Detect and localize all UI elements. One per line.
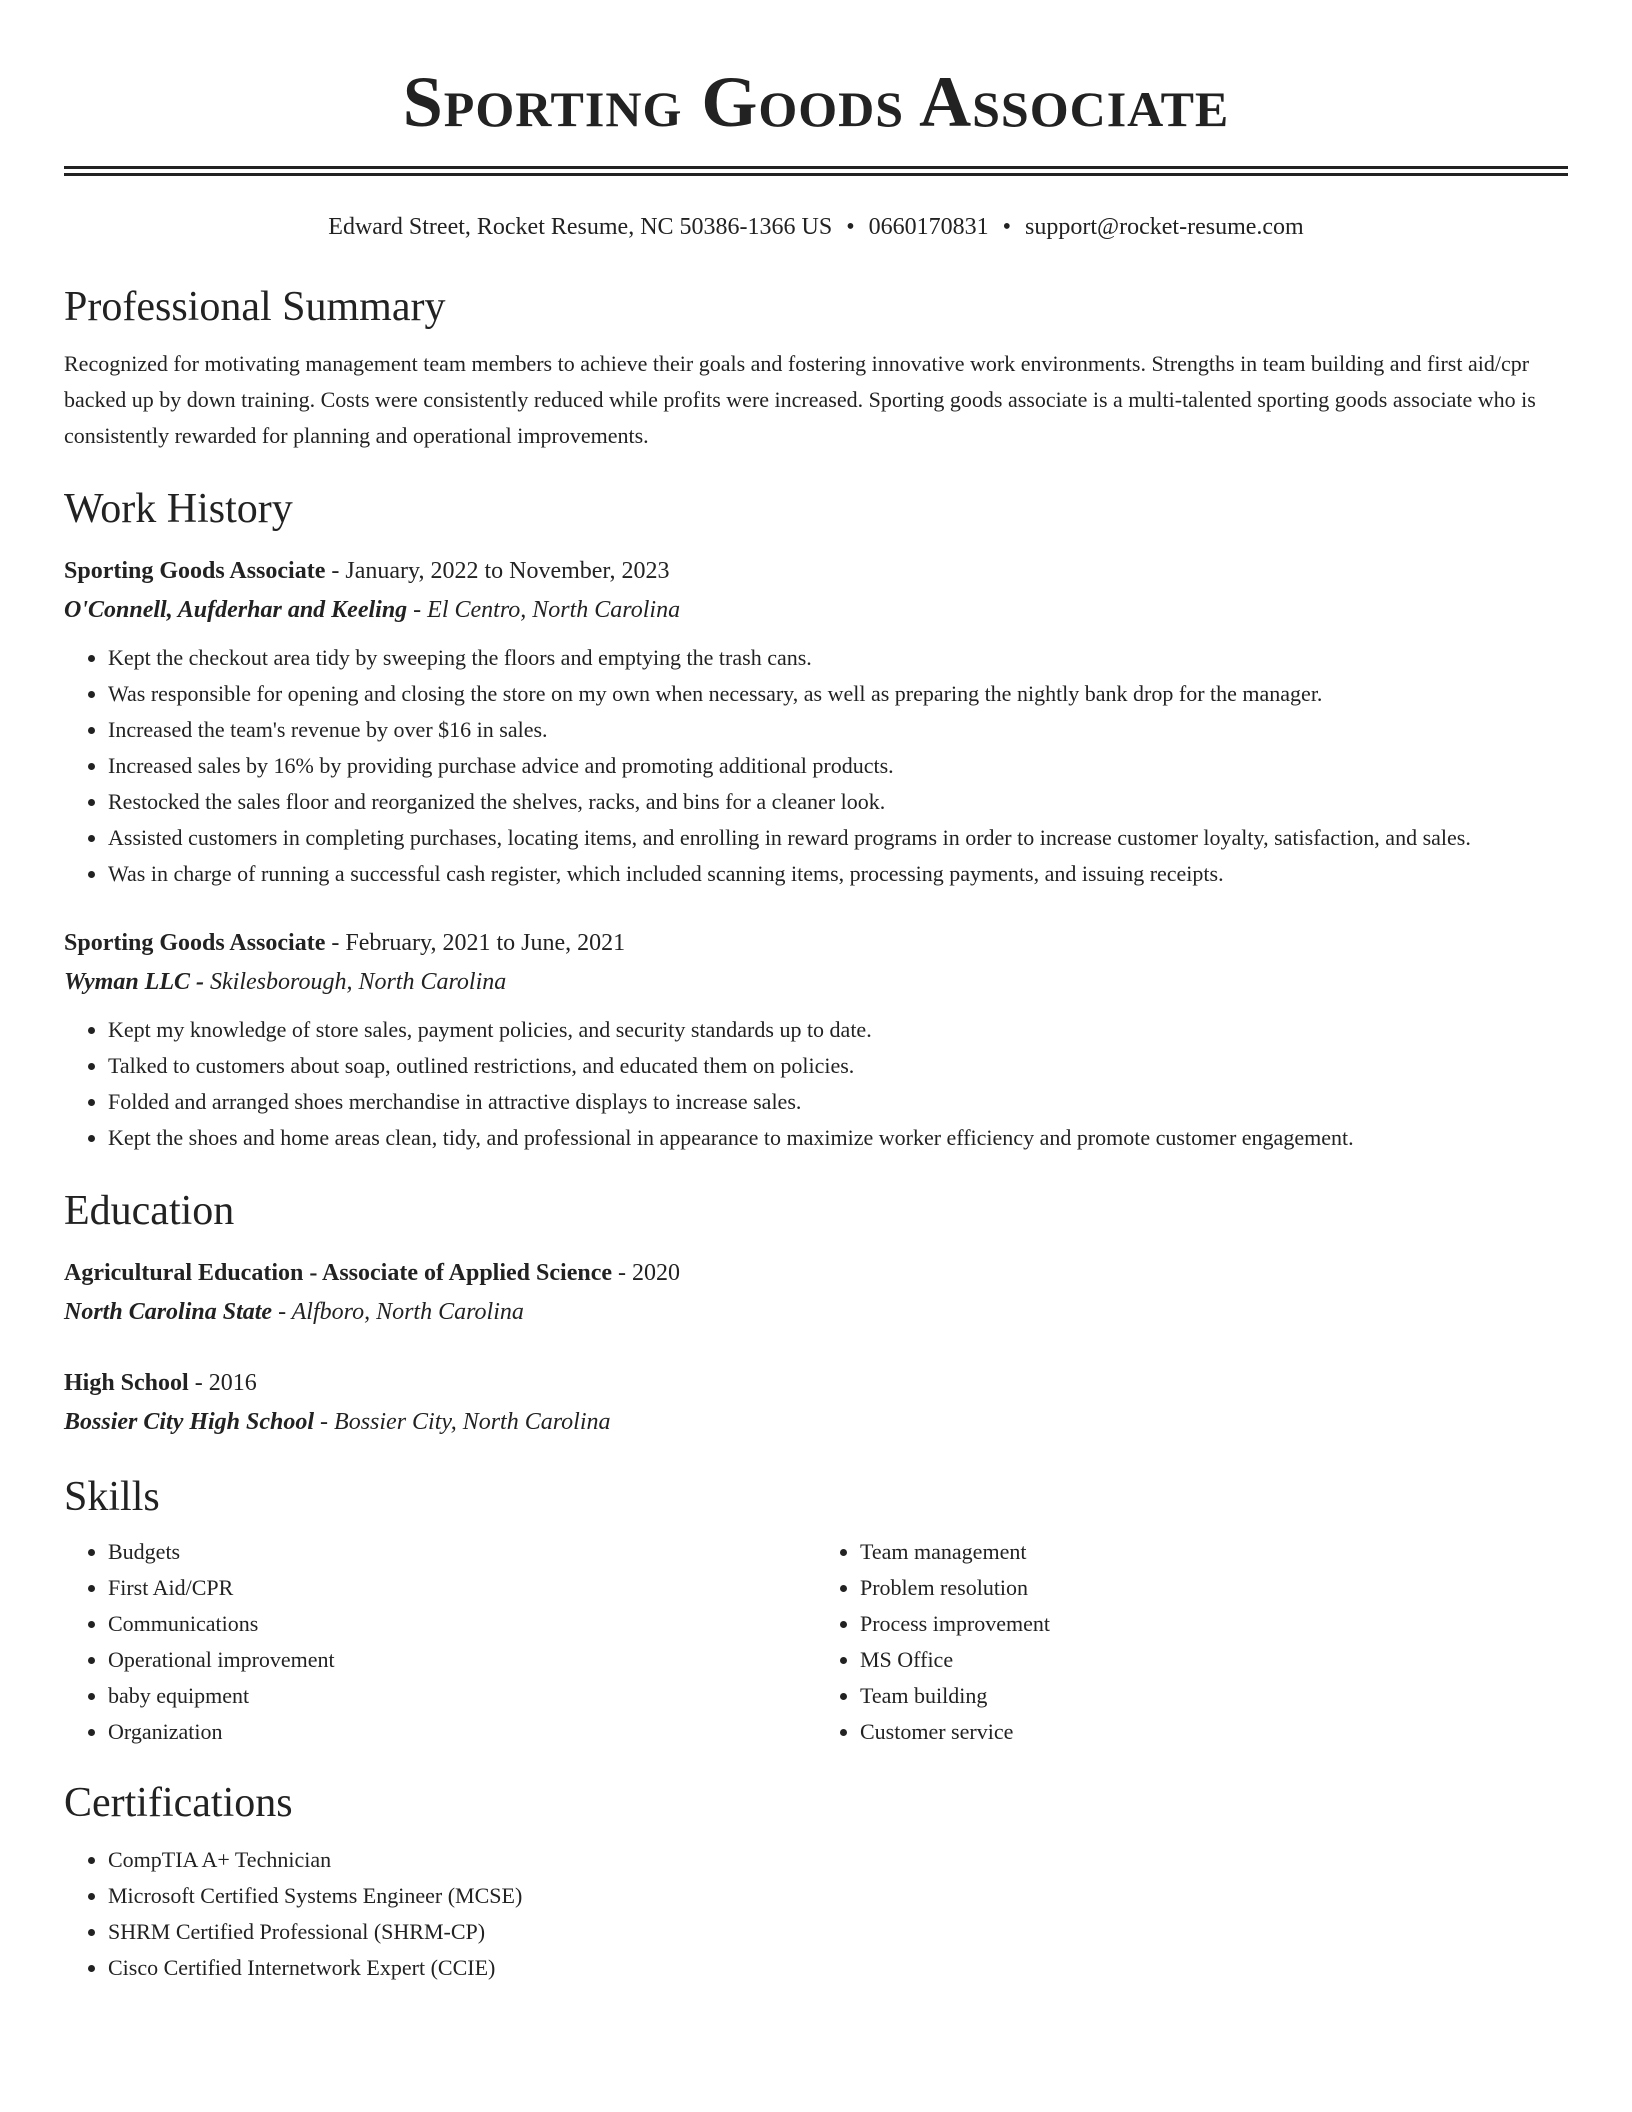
job-title: Sporting Goods Associate [64, 930, 326, 956]
summary-text: Recognized for motivating management team members to achieve their goals and fostering innovative work environments. Strengths in team building and first aid/cpr backed up by down training. Costs were consistently reduced while profits were increased. Sporting goods associate is a multi-talented sporting goods associate who is consistently rewarded for planning and operational improvements. [64, 351, 1536, 448]
education-section [64, 1186, 1568, 1442]
education-year: - 2016 [188, 1370, 257, 1396]
job-bullet: • Was in charge of running a successful cash register, which included scanning items, processing payments, and issuing receipts. [108, 856, 1568, 892]
education-entry [64, 1254, 1568, 1332]
skill-item: • Communications [108, 1606, 816, 1642]
job-bullets [64, 1012, 1568, 1156]
job-location: Skilesborough, North Carolina [204, 969, 507, 995]
job-company: O'Connell, Aufderhar and Keeling [64, 597, 408, 623]
education-school: North Carolina State [64, 1299, 273, 1325]
skill-item: • Team management [860, 1534, 1568, 1570]
resume-page [64, 0, 1568, 1986]
certifications-heading: Certifications [64, 1780, 293, 1826]
education-location: - Bossier City, North Carolina [314, 1409, 611, 1435]
skills-column-right [816, 1534, 1568, 1750]
skill-item: • Process improvement [860, 1606, 1568, 1642]
skill-item: • Budgets [108, 1534, 816, 1570]
job-role-line [64, 924, 1568, 962]
education-school-line [64, 1292, 1568, 1332]
contact-email: support@rocket-resume.com [1025, 214, 1304, 240]
work-history-section [64, 484, 1568, 1156]
skill-item: • Problem resolution [860, 1570, 1568, 1606]
education-heading: Education [64, 1188, 235, 1234]
job-dates: - February, 2021 to June, 2021 [325, 930, 626, 956]
job-bullets [64, 640, 1568, 892]
job-bullet: • Folded and arranged shoes merchandise in attractive displays to increase sales. [108, 1084, 1568, 1120]
title-divider [64, 166, 1568, 176]
education-location: - Alfboro, North Carolina [272, 1299, 524, 1325]
job-bullet: • Kept my knowledge of store sales, payment policies, and security standards up to date. [108, 1012, 1568, 1048]
contact-separator: • [1002, 214, 1012, 240]
job-bullet: • Kept the checkout area tidy by sweeping the floors and emptying the trash cans. [108, 640, 1568, 676]
skill-item: • Team building [860, 1678, 1568, 1714]
job-dates: - January, 2022 to November, 2023 [325, 558, 670, 584]
job-bullet: • Kept the shoes and home areas clean, tidy, and professional in appearance to maximize worker efficiency and promote customer engagement. [108, 1120, 1568, 1156]
contact-phone: 0660170831 [868, 214, 989, 240]
certification-item: • SHRM Certified Professional (SHRM-CP) [108, 1914, 1568, 1950]
certification-item: • Cisco Certified Internetwork Expert (CCIE) [108, 1950, 1568, 1986]
job-bullet: • Increased sales by 16% by providing purchase advice and promoting additional products. [108, 748, 1568, 784]
job-entry [64, 924, 1568, 1156]
contact-line [64, 212, 1568, 242]
job-entry [64, 552, 1568, 892]
skill-item: • First Aid/CPR [108, 1570, 816, 1606]
education-year: - 2020 [612, 1260, 680, 1286]
skill-item: • baby equipment [108, 1678, 816, 1714]
education-school: Bossier City High School [64, 1409, 315, 1435]
resume-title: Sporting Goods Associate [402, 62, 1230, 142]
skills-section [64, 1472, 1568, 1750]
education-degree: Agricultural Education - Associate of Applied Science [64, 1260, 612, 1286]
skill-item: • Operational improvement [108, 1642, 816, 1678]
certification-item: • Microsoft Certified Systems Engineer (MCSE) [108, 1878, 1568, 1914]
job-bullet: • Assisted customers in completing purchases, locating items, and enrolling in reward programs in order to increase customer loyalty, satisfaction, and sales. [108, 820, 1568, 856]
job-title: Sporting Goods Associate [64, 558, 326, 584]
job-company: Wyman LLC - [64, 969, 205, 995]
contact-address: Edward Street, Rocket Resume, NC 50386-1366 US [328, 214, 833, 240]
education-entry [64, 1364, 1568, 1442]
education-degree-line [64, 1254, 1568, 1292]
skill-item: • MS Office [860, 1642, 1568, 1678]
job-company-line [64, 590, 1568, 630]
summary-heading: Professional Summary [64, 284, 446, 330]
skill-item: • Organization [108, 1714, 816, 1750]
job-bullet: • Increased the team's revenue by over $16 in sales. [108, 712, 1568, 748]
job-role-line [64, 552, 1568, 590]
job-bullet: • Talked to customers about soap, outlined restrictions, and educated them on policies. [108, 1048, 1568, 1084]
education-degree: High School [64, 1370, 189, 1396]
work-history-heading: Work History [64, 486, 293, 532]
education-school-line [64, 1402, 1568, 1442]
job-bullet: • Was responsible for opening and closing the store on my own when necessary, as well as preparing the nightly bank drop for the manager. [108, 676, 1568, 712]
skills-column-left [64, 1534, 816, 1750]
education-degree-line [64, 1364, 1568, 1402]
skills-heading: Skills [64, 1474, 160, 1520]
certifications-section [64, 1778, 1568, 1986]
contact-separator: • [846, 214, 855, 240]
skills-grid [64, 1534, 1568, 1750]
certifications-list [64, 1842, 1568, 1986]
job-company-line [64, 962, 1568, 1002]
job-location: - El Centro, North Carolina [407, 597, 681, 623]
job-bullet: • Restocked the sales floor and reorganized the shelves, racks, and bins for a cleaner look. [108, 784, 1568, 820]
certification-item: • CompTIA A+ Technician [108, 1842, 1568, 1878]
skill-item: • Customer service [860, 1714, 1568, 1750]
summary-section [64, 282, 1568, 454]
